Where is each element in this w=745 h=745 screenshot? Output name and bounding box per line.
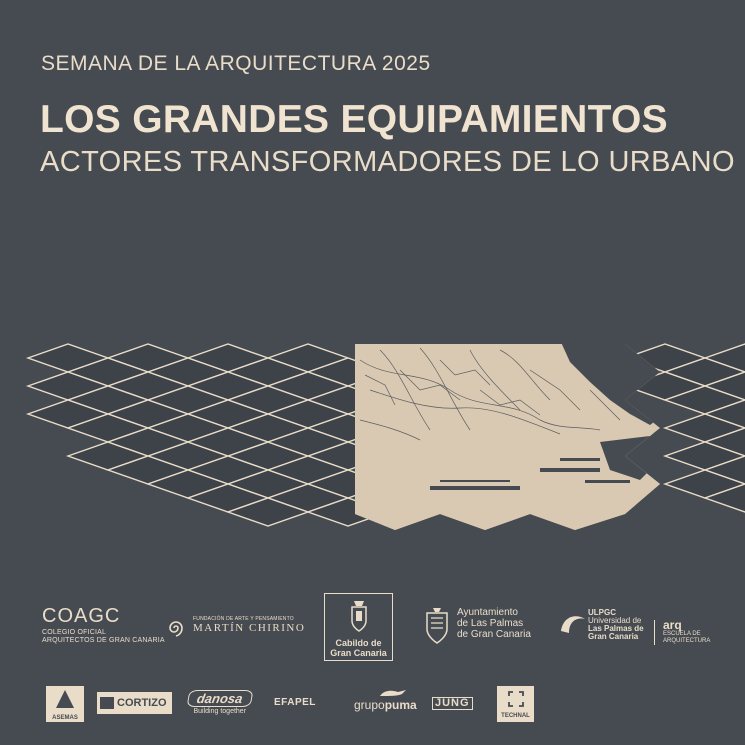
cortizo-name: CORTIZO <box>117 697 167 709</box>
efapel-name: EFAPEL <box>274 697 316 708</box>
poster-subtitle: ACTORES TRANSFORMADORES DE LO URBANO <box>40 146 735 178</box>
cabildo-line2: Gran Canaria <box>330 648 387 658</box>
coagc-logo <box>42 606 165 645</box>
technal-bracket-icon <box>508 691 524 707</box>
ulpgc-wave-icon <box>559 611 587 635</box>
cabildo-logo <box>324 593 393 661</box>
coat-of-arms-icon <box>346 599 372 633</box>
asemas-logo <box>46 686 84 722</box>
chirino-sub: FUNDACIÓN DE ARTE Y PENSAMIENTO <box>193 616 294 622</box>
coagc-sub1: COLEGIO OFICIAL <box>42 629 107 636</box>
grupopuma-a: grupo <box>354 698 385 712</box>
arq-line2: ARQUITECTURA <box>663 638 711 644</box>
cortizo-logo <box>97 692 172 714</box>
city-map <box>350 340 670 535</box>
poster-title: LOS GRANDES EQUIPAMIENTOS <box>40 98 668 141</box>
puma-cat-icon <box>378 688 408 698</box>
ayuntamiento-line2: de Las Palmas <box>457 618 524 629</box>
shield-icon <box>424 607 450 645</box>
ulpgc-line2: Universidad de <box>588 616 642 625</box>
coagc-sub2: ARQUITECTOS DE GRAN CANARIA <box>42 637 165 644</box>
ayuntamiento-logo <box>424 607 531 640</box>
diamond-map-pattern <box>0 330 745 535</box>
technal-name: TECHNAL <box>501 713 530 719</box>
arq-logo <box>654 620 710 645</box>
danosa-logo <box>188 690 252 716</box>
ulpgc-line3: Las Palmas de <box>588 624 644 633</box>
chirino-logo <box>163 616 305 634</box>
chirino-name: MARTÍN CHIRINO <box>193 622 306 634</box>
ayuntamiento-line1: Ayuntamiento <box>457 607 518 618</box>
technal-logo <box>497 686 534 722</box>
cabildo-line1: Cabildo de <box>335 638 382 648</box>
ulpgc-logo <box>559 609 644 641</box>
asemas-triangle-icon <box>55 689 75 709</box>
ulpgc-line1: ULPGC <box>588 608 616 617</box>
arq-name: arq <box>663 618 682 632</box>
grupopuma-b: puma <box>384 698 417 712</box>
efapel-logo <box>274 697 316 708</box>
jung-name: JUNG <box>435 697 470 709</box>
grupopuma-logo <box>354 690 417 712</box>
coagc-name: COAGC <box>42 605 121 627</box>
cortizo-mark-icon <box>100 697 114 709</box>
danosa-tag: Building together <box>193 708 247 715</box>
ulpgc-line4: Gran Canaria <box>588 632 639 641</box>
jung-logo <box>432 697 473 710</box>
spiral-icon <box>163 618 189 638</box>
asemas-name: ASEMAS <box>52 715 78 721</box>
arq-line1: ESCUELA DE <box>663 631 701 637</box>
ayuntamiento-line3: de Gran Canaria <box>457 629 531 640</box>
event-kicker: SEMANA DE LA ARQUITECTURA 2025 <box>41 52 431 75</box>
danosa-name: danosa <box>187 690 254 707</box>
